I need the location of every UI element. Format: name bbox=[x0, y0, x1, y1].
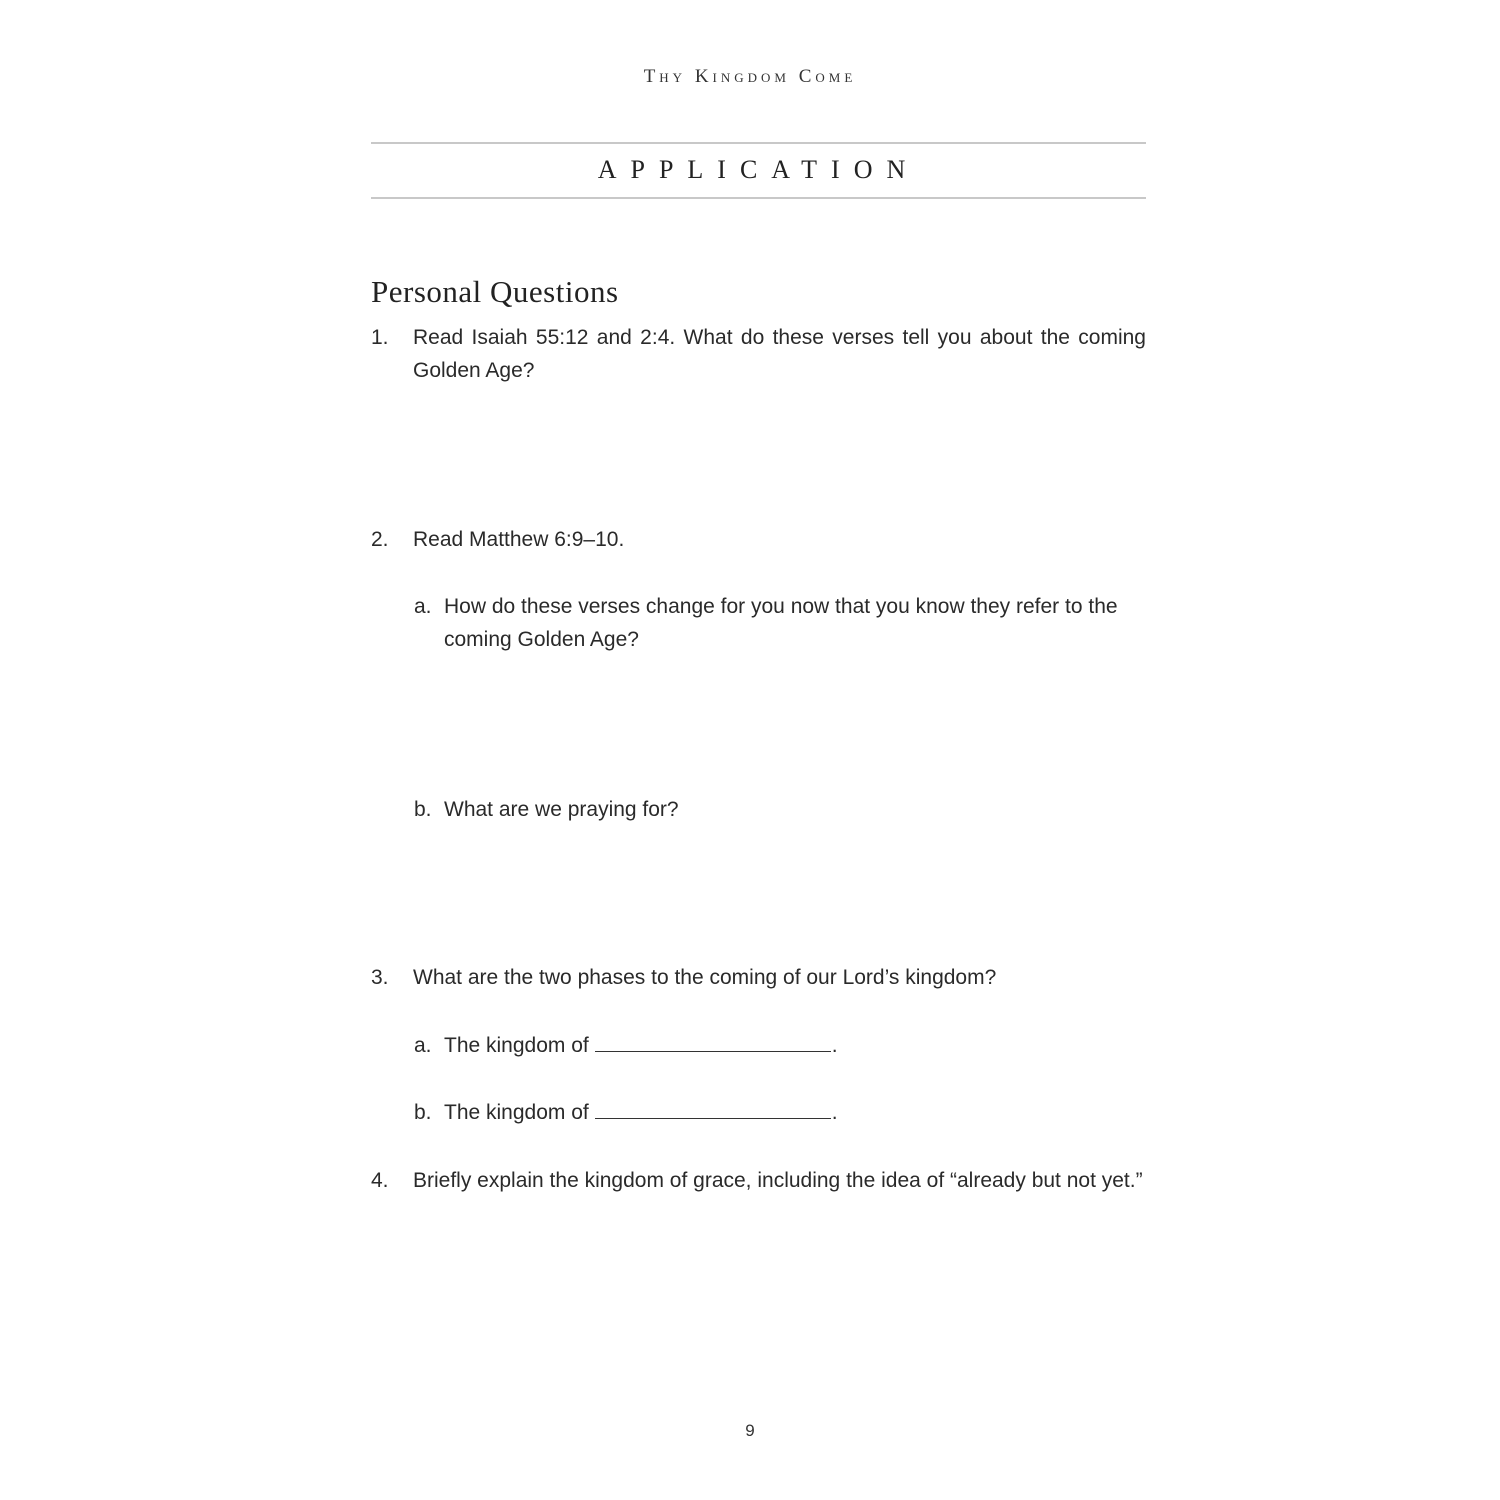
question-1 bbox=[371, 321, 1146, 387]
question-text: Read Isaiah 55:12 and 2:4. What do these verses tell you about the coming Golden Age? bbox=[413, 326, 1146, 382]
sub-question-fill-in bbox=[444, 1096, 1146, 1129]
sub-question-letter: a. bbox=[414, 595, 432, 618]
running-header: Thy Kingdom Come bbox=[643, 66, 857, 87]
section-title: APPLICATION bbox=[597, 155, 920, 184]
section-bottom-rule bbox=[371, 197, 1146, 199]
fill-in-blank[interactable] bbox=[595, 1096, 831, 1119]
question-text: Briefly explain the kingdom of grace, including the idea of “already but not yet.” bbox=[413, 1169, 1143, 1192]
subheading-personal-questions: Personal Questions bbox=[371, 274, 619, 309]
sub-question-letter: a. bbox=[414, 1034, 432, 1057]
question-number: 3. bbox=[371, 966, 389, 989]
sub-question-end: . bbox=[831, 1101, 838, 1124]
sub-question-letter: b. bbox=[414, 798, 432, 821]
fill-in-blank[interactable] bbox=[595, 1029, 831, 1052]
sub-question-fill-in bbox=[444, 1029, 1146, 1062]
section-top-rule bbox=[371, 142, 1146, 144]
question-3 bbox=[371, 961, 1146, 994]
question-number: 2. bbox=[371, 528, 389, 551]
question-number: 4. bbox=[371, 1169, 389, 1192]
question-text: What are the two phases to the coming of our Lord’s kingdom? bbox=[413, 966, 997, 989]
sub-question-end: . bbox=[831, 1034, 838, 1057]
question-3b bbox=[414, 1096, 1146, 1129]
question-2 bbox=[371, 523, 1146, 556]
sub-question-text: How do these verses change for you now that you know they refer to the coming Golden Age? bbox=[444, 595, 1118, 651]
question-number: 1. bbox=[371, 326, 389, 349]
question-text: Read Matthew 6:9–10. bbox=[413, 528, 625, 551]
question-4 bbox=[371, 1164, 1146, 1197]
sub-question-text: The kingdom of bbox=[444, 1101, 589, 1124]
sub-question-letter: b. bbox=[414, 1101, 432, 1124]
question-2b bbox=[414, 793, 1146, 826]
page-number: 9 bbox=[745, 1421, 755, 1440]
question-3a bbox=[414, 1029, 1146, 1062]
question-2a bbox=[414, 590, 1146, 656]
sub-question-text: The kingdom of bbox=[444, 1034, 589, 1057]
sub-question-text: What are we praying for? bbox=[444, 798, 679, 821]
